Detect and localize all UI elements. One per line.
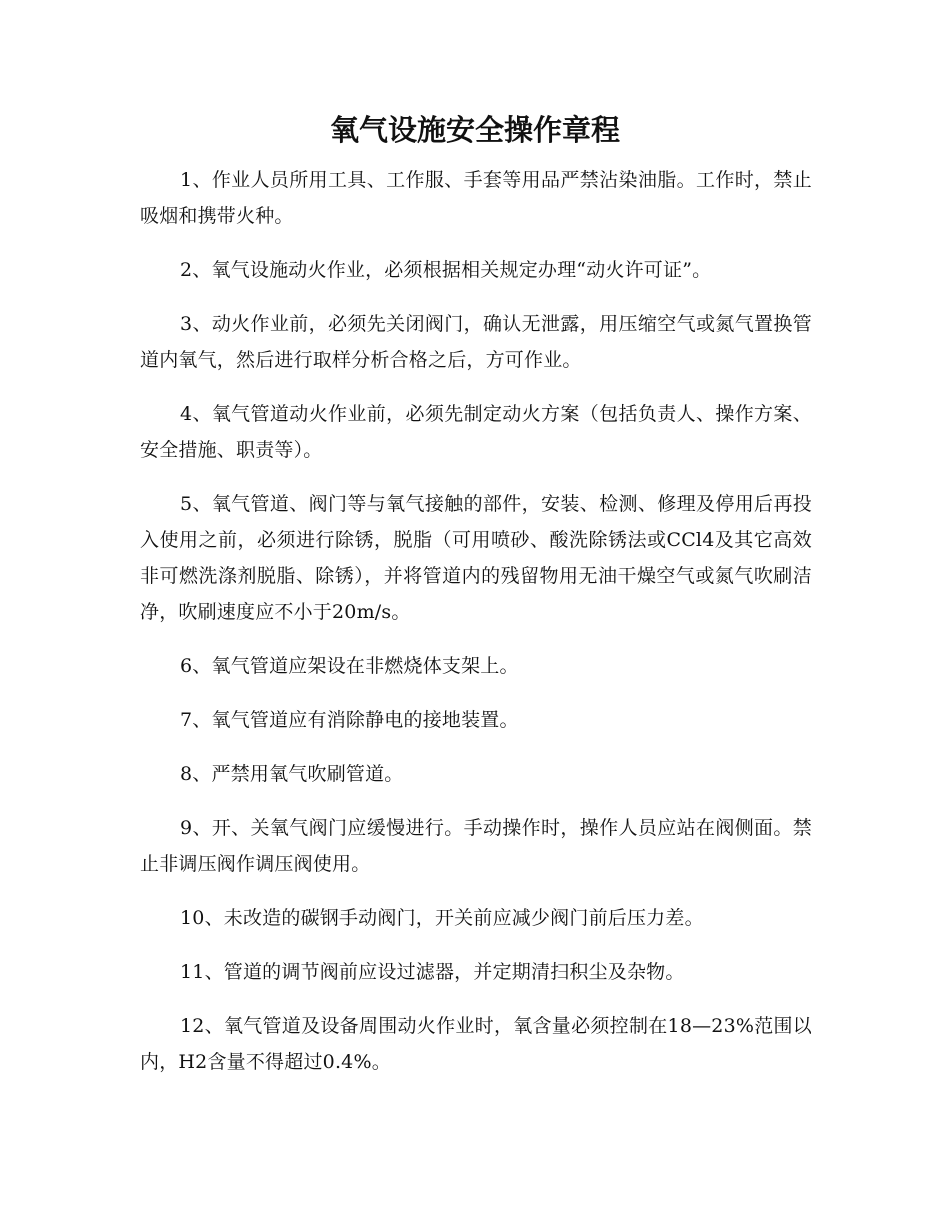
paragraph-8: 8、严禁用氧气吹刷管道。: [180, 763, 404, 785]
paragraph-1: 1、作业人员所用工具、工作服、手套等用品严禁沾染油脂。工作时，禁止吸烟和携带火种。: [140, 169, 812, 227]
paragraph-9: 9、开、关氧气阀门应缓慢进行。手动操作时，操作人员应站在阀侧面。禁止非调压阀作调压阀使用。: [140, 817, 812, 875]
paragraph-4: 4、氧气管道动火作业前，必须先制定动火方案（包括负责人、操作方案、安全措施、职责等）。: [140, 403, 812, 461]
paragraph-5: 5、氧气管道、阀门等与氧气接触的部件，安装、检测、修理及停用后再投入使用之前，必须进行除锈，脱脂（可用喷砂、酸洗除锈法或CCl4及其它高效非可燃洗涤剂脱脂、除锈），并将管道内的残留物用无油干燥空气或氮气吹刷洁净，吹刷速度应不小于20m/s。: [140, 493, 812, 623]
paragraph-12: 12、氧气管道及设备周围动火作业时，氧含量必须控制在18—23%范围以内，H2含量不得超过0.4%。: [140, 1015, 812, 1073]
paragraph-10: 10、未改造的碳钢手动阀门，开关前应减少阀门前后压力差。: [180, 907, 704, 929]
paragraph-6: 6、氧气管道应架设在非燃烧体支架上。: [180, 655, 519, 677]
paragraph-7: 7、氧气管道应有消除静电的接地装置。: [180, 709, 519, 731]
document-body: [140, 162, 812, 1098]
document-title: 氧气设施安全操作章程: [329, 113, 620, 147]
paragraph-3: 3、动火作业前，必须先关闭阀门，确认无泄露，用压缩空气或氮气置换管道内氧气，然后进行取样分析合格之后，方可作业。: [140, 313, 812, 371]
paragraph-11: 11、管道的调节阀前应设过滤器，并定期清扫积尘及杂物。: [180, 961, 685, 983]
paragraph-2: 2、氧气设施动火作业，必须根据相关规定办理“动火许可证”。: [180, 259, 712, 281]
